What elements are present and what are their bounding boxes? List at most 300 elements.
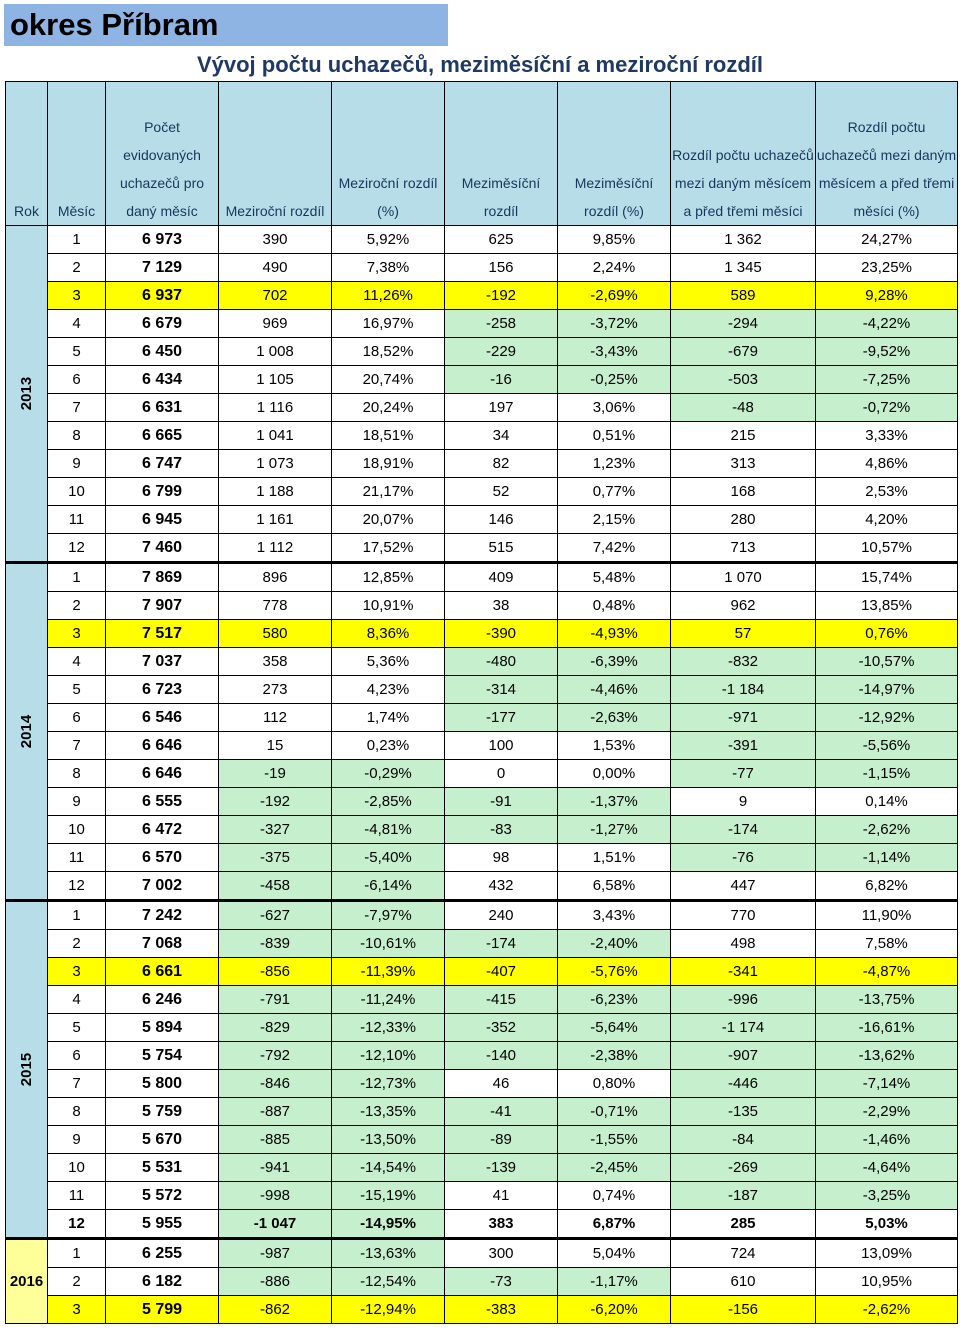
table-row <box>6 1182 958 1210</box>
table-row <box>6 1126 958 1154</box>
yoy-pct-cell: 18,91% <box>332 450 445 478</box>
month-cell: 2 <box>48 592 106 620</box>
mom-pct-cell: 1,53% <box>558 732 671 760</box>
mom-pct-cell: -6,20% <box>558 1296 671 1324</box>
month-cell: 3 <box>48 282 106 310</box>
mom-pct-cell: -0,71% <box>558 1098 671 1126</box>
diff3-pct-cell: -5,56% <box>816 732 958 760</box>
month-cell: 4 <box>48 648 106 676</box>
count-cell: 7 242 <box>106 901 219 930</box>
month-cell: 1 <box>48 901 106 930</box>
yoy-pct-cell: -10,61% <box>332 930 445 958</box>
month-cell: 11 <box>48 844 106 872</box>
diff3-pct-cell: -4,22% <box>816 310 958 338</box>
mom-diff-cell: 46 <box>445 1070 558 1098</box>
yoy-pct-cell: -5,40% <box>332 844 445 872</box>
month-cell: 7 <box>48 732 106 760</box>
diff3-pct-cell: 13,85% <box>816 592 958 620</box>
diff3-pct-cell: -7,14% <box>816 1070 958 1098</box>
mom-pct-cell: 2,24% <box>558 254 671 282</box>
count-cell: 6 747 <box>106 450 219 478</box>
count-cell: 6 255 <box>106 1239 219 1268</box>
mom-diff-cell: -415 <box>445 986 558 1014</box>
mom-diff-cell: 625 <box>445 226 558 254</box>
mom-pct-cell: 5,04% <box>558 1239 671 1268</box>
yoy-diff-cell: -791 <box>219 986 332 1014</box>
yoy-diff-cell: -327 <box>219 816 332 844</box>
diff3-pct-cell: -16,61% <box>816 1014 958 1042</box>
mom-pct-cell: -5,64% <box>558 1014 671 1042</box>
district-title: okres Příbram <box>4 4 448 46</box>
mom-diff-cell: -390 <box>445 620 558 648</box>
table-row <box>6 1154 958 1182</box>
month-cell: 10 <box>48 816 106 844</box>
table-row <box>6 1014 958 1042</box>
mom-diff-cell: -480 <box>445 648 558 676</box>
count-cell: 6 665 <box>106 422 219 450</box>
yoy-pct-cell: -12,33% <box>332 1014 445 1042</box>
diff3-cell: -503 <box>671 366 816 394</box>
yoy-diff-cell: -829 <box>219 1014 332 1042</box>
count-cell: 7 460 <box>106 534 219 563</box>
table-row <box>6 1239 958 1268</box>
mom-diff-cell: 100 <box>445 732 558 760</box>
header-mezirocni: Meziroční rozdíl <box>219 82 332 226</box>
diff3-cell: -1 184 <box>671 676 816 704</box>
count-cell: 7 907 <box>106 592 219 620</box>
diff3-pct-cell: -3,25% <box>816 1182 958 1210</box>
month-cell: 12 <box>48 872 106 901</box>
yoy-pct-cell: 20,07% <box>332 506 445 534</box>
count-cell: 5 759 <box>106 1098 219 1126</box>
mom-pct-cell: 1,23% <box>558 450 671 478</box>
table-row <box>6 534 958 563</box>
count-cell: 7 002 <box>106 872 219 901</box>
table-row <box>6 506 958 534</box>
month-cell: 12 <box>48 1210 106 1239</box>
table-row <box>6 422 958 450</box>
count-cell: 6 546 <box>106 704 219 732</box>
yoy-diff-cell: -987 <box>219 1239 332 1268</box>
diff3-cell: -156 <box>671 1296 816 1324</box>
mom-diff-cell: 52 <box>445 478 558 506</box>
diff3-pct-cell: 24,27% <box>816 226 958 254</box>
yoy-pct-cell: 5,92% <box>332 226 445 254</box>
yoy-diff-cell: 1 161 <box>219 506 332 534</box>
diff3-pct-cell: 4,20% <box>816 506 958 534</box>
yoy-pct-cell: 20,74% <box>332 366 445 394</box>
yoy-pct-cell: 5,36% <box>332 648 445 676</box>
diff3-cell: 447 <box>671 872 816 901</box>
month-cell: 4 <box>48 310 106 338</box>
month-cell: 6 <box>48 1042 106 1070</box>
month-cell: 2 <box>48 1268 106 1296</box>
yoy-pct-cell: 7,38% <box>332 254 445 282</box>
diff3-pct-cell: -2,62% <box>816 816 958 844</box>
count-cell: 6 434 <box>106 366 219 394</box>
count-cell: 6 450 <box>106 338 219 366</box>
year-label: 2013 <box>18 376 35 411</box>
yoy-diff-cell: -192 <box>219 788 332 816</box>
diff3-cell: 1 070 <box>671 563 816 592</box>
table-row <box>6 450 958 478</box>
table-row <box>6 478 958 506</box>
diff3-cell: 168 <box>671 478 816 506</box>
header-mesic: Měsíc <box>48 82 106 226</box>
table-row <box>6 282 958 310</box>
yoy-pct-cell: -6,14% <box>332 872 445 901</box>
diff3-cell: -77 <box>671 760 816 788</box>
diff3-pct-cell: -13,75% <box>816 986 958 1014</box>
mom-diff-cell: 146 <box>445 506 558 534</box>
table-row <box>6 366 958 394</box>
yoy-pct-cell: -13,50% <box>332 1126 445 1154</box>
applicants-table <box>5 81 958 1324</box>
diff3-cell: -135 <box>671 1098 816 1126</box>
year-cell <box>6 226 48 563</box>
diff3-pct-cell: -0,72% <box>816 394 958 422</box>
mom-pct-cell: -4,93% <box>558 620 671 648</box>
yoy-diff-cell: 1 041 <box>219 422 332 450</box>
mom-pct-cell: -2,69% <box>558 282 671 310</box>
mom-pct-cell: -1,17% <box>558 1268 671 1296</box>
diff3-cell: -187 <box>671 1182 816 1210</box>
mom-diff-cell: 383 <box>445 1210 558 1239</box>
mom-diff-cell: -258 <box>445 310 558 338</box>
count-cell: 6 937 <box>106 282 219 310</box>
count-cell: 6 679 <box>106 310 219 338</box>
month-cell: 8 <box>48 1098 106 1126</box>
yoy-diff-cell: -375 <box>219 844 332 872</box>
month-cell: 3 <box>48 958 106 986</box>
diff3-pct-cell: -1,46% <box>816 1126 958 1154</box>
diff3-pct-cell: -2,29% <box>816 1098 958 1126</box>
diff3-pct-cell: -7,25% <box>816 366 958 394</box>
diff3-pct-cell: -10,57% <box>816 648 958 676</box>
mom-diff-cell: -383 <box>445 1296 558 1324</box>
month-cell: 6 <box>48 704 106 732</box>
yoy-pct-cell: -2,85% <box>332 788 445 816</box>
mom-diff-cell: -177 <box>445 704 558 732</box>
month-cell: 2 <box>48 930 106 958</box>
mom-diff-cell: 300 <box>445 1239 558 1268</box>
diff3-cell: 589 <box>671 282 816 310</box>
yoy-diff-cell: -886 <box>219 1268 332 1296</box>
count-cell: 6 555 <box>106 788 219 816</box>
count-cell: 5 670 <box>106 1126 219 1154</box>
header-rok: Rok <box>6 82 48 226</box>
table-row <box>6 648 958 676</box>
diff3-pct-cell: -12,92% <box>816 704 958 732</box>
yoy-diff-cell: -19 <box>219 760 332 788</box>
yoy-diff-cell: -998 <box>219 1182 332 1210</box>
yoy-pct-cell: 17,52% <box>332 534 445 563</box>
month-cell: 8 <box>48 422 106 450</box>
yoy-diff-cell: 15 <box>219 732 332 760</box>
diff3-cell: 57 <box>671 620 816 648</box>
diff3-pct-cell: -9,52% <box>816 338 958 366</box>
mom-diff-cell: -407 <box>445 958 558 986</box>
month-cell: 1 <box>48 563 106 592</box>
yoy-pct-cell: -11,39% <box>332 958 445 986</box>
month-cell: 9 <box>48 1126 106 1154</box>
diff3-cell: -996 <box>671 986 816 1014</box>
mom-diff-cell: 41 <box>445 1182 558 1210</box>
mom-diff-cell: -352 <box>445 1014 558 1042</box>
yoy-pct-cell: -12,73% <box>332 1070 445 1098</box>
table-title: Vývoj počtu uchazečů, meziměsíční a meziroční rozdíl <box>196 52 764 77</box>
yoy-pct-cell: 1,74% <box>332 704 445 732</box>
diff3-cell: 215 <box>671 422 816 450</box>
year-label: 2014 <box>18 714 35 749</box>
month-cell: 1 <box>48 1239 106 1268</box>
count-cell: 5 955 <box>106 1210 219 1239</box>
mom-pct-cell: 0,51% <box>558 422 671 450</box>
yoy-pct-cell: -14,54% <box>332 1154 445 1182</box>
table-row <box>6 338 958 366</box>
diff3-pct-cell: 5,03% <box>816 1210 958 1239</box>
diff3-pct-cell: -4,64% <box>816 1154 958 1182</box>
mom-diff-cell: -140 <box>445 1042 558 1070</box>
diff3-pct-cell: 0,76% <box>816 620 958 648</box>
year-cell <box>6 563 48 901</box>
mom-diff-cell: -41 <box>445 1098 558 1126</box>
yoy-pct-cell: 12,85% <box>332 563 445 592</box>
yoy-pct-cell: -14,95% <box>332 1210 445 1239</box>
diff3-cell: -174 <box>671 816 816 844</box>
month-cell: 10 <box>48 478 106 506</box>
mom-pct-cell: -3,43% <box>558 338 671 366</box>
yoy-diff-cell: 112 <box>219 704 332 732</box>
table-row <box>6 1210 958 1239</box>
mom-pct-cell: -6,39% <box>558 648 671 676</box>
yoy-diff-cell: 273 <box>219 676 332 704</box>
count-cell: 5 754 <box>106 1042 219 1070</box>
count-cell: 6 246 <box>106 986 219 1014</box>
count-cell: 6 973 <box>106 226 219 254</box>
table-row <box>6 620 958 648</box>
yoy-diff-cell: 1 116 <box>219 394 332 422</box>
table-row <box>6 704 958 732</box>
month-cell: 9 <box>48 788 106 816</box>
yoy-pct-cell: -4,81% <box>332 816 445 844</box>
yoy-pct-cell: 4,23% <box>332 676 445 704</box>
month-cell: 3 <box>48 620 106 648</box>
yoy-diff-cell: 969 <box>219 310 332 338</box>
diff3-cell: 498 <box>671 930 816 958</box>
year-label: 2015 <box>18 1052 35 1087</box>
header-pocet: Počet evidovaných uchazečů pro daný měsíc <box>106 82 219 226</box>
yoy-pct-cell: 11,26% <box>332 282 445 310</box>
diff3-pct-cell: 4,86% <box>816 450 958 478</box>
diff3-cell: -832 <box>671 648 816 676</box>
diff3-cell: 313 <box>671 450 816 478</box>
mom-pct-cell: -2,40% <box>558 930 671 958</box>
mom-diff-cell: -192 <box>445 282 558 310</box>
yoy-pct-cell: -7,97% <box>332 901 445 930</box>
diff3-cell: 285 <box>671 1210 816 1239</box>
month-cell: 10 <box>48 1154 106 1182</box>
table-row <box>6 1098 958 1126</box>
yoy-diff-cell: -885 <box>219 1126 332 1154</box>
diff3-pct-cell: -14,97% <box>816 676 958 704</box>
diff3-cell: -84 <box>671 1126 816 1154</box>
count-cell: 6 631 <box>106 394 219 422</box>
table-body <box>6 226 958 1324</box>
diff3-pct-cell: 23,25% <box>816 254 958 282</box>
mom-pct-cell: 0,48% <box>558 592 671 620</box>
yoy-diff-cell: -887 <box>219 1098 332 1126</box>
mom-diff-cell: 98 <box>445 844 558 872</box>
diff3-pct-cell: 3,33% <box>816 422 958 450</box>
table-row <box>6 1070 958 1098</box>
mom-diff-cell: 197 <box>445 394 558 422</box>
count-cell: 7 129 <box>106 254 219 282</box>
year-cell <box>6 901 48 1239</box>
yoy-pct-cell: -13,35% <box>332 1098 445 1126</box>
yoy-diff-cell: -458 <box>219 872 332 901</box>
yoy-pct-cell: -15,19% <box>332 1182 445 1210</box>
diff3-pct-cell: 13,09% <box>816 1239 958 1268</box>
year-label: 2016 <box>9 1273 44 1290</box>
yoy-diff-cell: 1 112 <box>219 534 332 563</box>
mom-pct-cell: 3,43% <box>558 901 671 930</box>
diff3-cell: 610 <box>671 1268 816 1296</box>
diff3-cell: 9 <box>671 788 816 816</box>
yoy-pct-cell: 8,36% <box>332 620 445 648</box>
mom-pct-cell: -2,63% <box>558 704 671 732</box>
table-row <box>6 788 958 816</box>
mom-pct-cell: -5,76% <box>558 958 671 986</box>
diff3-cell: 280 <box>671 506 816 534</box>
mom-diff-cell: -73 <box>445 1268 558 1296</box>
count-cell: 6 182 <box>106 1268 219 1296</box>
yoy-diff-cell: -856 <box>219 958 332 986</box>
header-rozdil3: Rozdíl počtu uchazečů mezi daným měsícem a před třemi měsíci <box>671 82 816 226</box>
diff3-pct-cell: 10,95% <box>816 1268 958 1296</box>
yoy-pct-cell: -12,54% <box>332 1268 445 1296</box>
diff3-pct-cell: 10,57% <box>816 534 958 563</box>
mom-diff-cell: 0 <box>445 760 558 788</box>
diff3-pct-cell: 11,90% <box>816 901 958 930</box>
table-row <box>6 310 958 338</box>
mom-pct-cell: 0,77% <box>558 478 671 506</box>
header-rozdil3-pct: Rozdíl počtu uchazečů mezi daným měsícem a před třemi měsíci (%) <box>816 82 958 226</box>
table-row <box>6 394 958 422</box>
yoy-pct-cell: -0,29% <box>332 760 445 788</box>
count-cell: 5 572 <box>106 1182 219 1210</box>
diff3-cell: 770 <box>671 901 816 930</box>
diff3-cell: -341 <box>671 958 816 986</box>
yoy-pct-cell: 0,23% <box>332 732 445 760</box>
mom-pct-cell: 6,58% <box>558 872 671 901</box>
count-cell: 7 037 <box>106 648 219 676</box>
yoy-diff-cell: -792 <box>219 1042 332 1070</box>
mom-diff-cell: -16 <box>445 366 558 394</box>
diff3-cell: -1 174 <box>671 1014 816 1042</box>
mom-pct-cell: -2,45% <box>558 1154 671 1182</box>
count-cell: 6 646 <box>106 760 219 788</box>
month-cell: 3 <box>48 1296 106 1324</box>
table-row <box>6 901 958 930</box>
mom-pct-cell: -1,27% <box>558 816 671 844</box>
count-cell: 6 799 <box>106 478 219 506</box>
yoy-diff-cell: -1 047 <box>219 1210 332 1239</box>
mom-diff-cell: 409 <box>445 563 558 592</box>
diff3-pct-cell: 0,14% <box>816 788 958 816</box>
count-cell: 6 661 <box>106 958 219 986</box>
diff3-pct-cell: -13,62% <box>816 1042 958 1070</box>
diff3-pct-cell: 6,82% <box>816 872 958 901</box>
mom-pct-cell: 0,00% <box>558 760 671 788</box>
table-row <box>6 592 958 620</box>
yoy-pct-cell: 10,91% <box>332 592 445 620</box>
header-mezirocni-pct: Meziroční rozdíl (%) <box>332 82 445 226</box>
mom-pct-cell: 6,87% <box>558 1210 671 1239</box>
count-cell: 6 472 <box>106 816 219 844</box>
yoy-pct-cell: -11,24% <box>332 986 445 1014</box>
table-row <box>6 958 958 986</box>
mom-pct-cell: 2,15% <box>558 506 671 534</box>
count-cell: 5 894 <box>106 1014 219 1042</box>
yoy-diff-cell: 1 008 <box>219 338 332 366</box>
yoy-pct-cell: 16,97% <box>332 310 445 338</box>
mom-diff-cell: -83 <box>445 816 558 844</box>
month-cell: 2 <box>48 254 106 282</box>
mom-pct-cell: -1,55% <box>558 1126 671 1154</box>
table-row <box>6 254 958 282</box>
diff3-cell: -294 <box>671 310 816 338</box>
diff3-cell: -446 <box>671 1070 816 1098</box>
count-cell: 7 869 <box>106 563 219 592</box>
diff3-cell: 713 <box>671 534 816 563</box>
mom-pct-cell: -1,37% <box>558 788 671 816</box>
yoy-pct-cell: 21,17% <box>332 478 445 506</box>
yoy-diff-cell: -839 <box>219 930 332 958</box>
mom-diff-cell: -91 <box>445 788 558 816</box>
table-row <box>6 930 958 958</box>
table-row <box>6 986 958 1014</box>
month-cell: 6 <box>48 366 106 394</box>
header-row <box>6 82 958 226</box>
month-cell: 1 <box>48 226 106 254</box>
diff3-cell: -391 <box>671 732 816 760</box>
table-row <box>6 676 958 704</box>
table-row <box>6 226 958 254</box>
yoy-diff-cell: 358 <box>219 648 332 676</box>
table-row <box>6 872 958 901</box>
diff3-cell: -971 <box>671 704 816 732</box>
mom-diff-cell: 515 <box>445 534 558 563</box>
month-cell: 12 <box>48 534 106 563</box>
yoy-diff-cell: -941 <box>219 1154 332 1182</box>
yoy-pct-cell: 20,24% <box>332 394 445 422</box>
yoy-pct-cell: 18,52% <box>332 338 445 366</box>
diff3-pct-cell: -1,14% <box>816 844 958 872</box>
diff3-cell: 1 345 <box>671 254 816 282</box>
mom-pct-cell: 0,74% <box>558 1182 671 1210</box>
mom-diff-cell: -314 <box>445 676 558 704</box>
mom-pct-cell: 1,51% <box>558 844 671 872</box>
mom-diff-cell: -89 <box>445 1126 558 1154</box>
yoy-diff-cell: 490 <box>219 254 332 282</box>
yoy-pct-cell: -12,94% <box>332 1296 445 1324</box>
mom-pct-cell: -0,25% <box>558 366 671 394</box>
table-row <box>6 1042 958 1070</box>
yoy-diff-cell: -846 <box>219 1070 332 1098</box>
mom-pct-cell: -6,23% <box>558 986 671 1014</box>
diff3-cell: 724 <box>671 1239 816 1268</box>
